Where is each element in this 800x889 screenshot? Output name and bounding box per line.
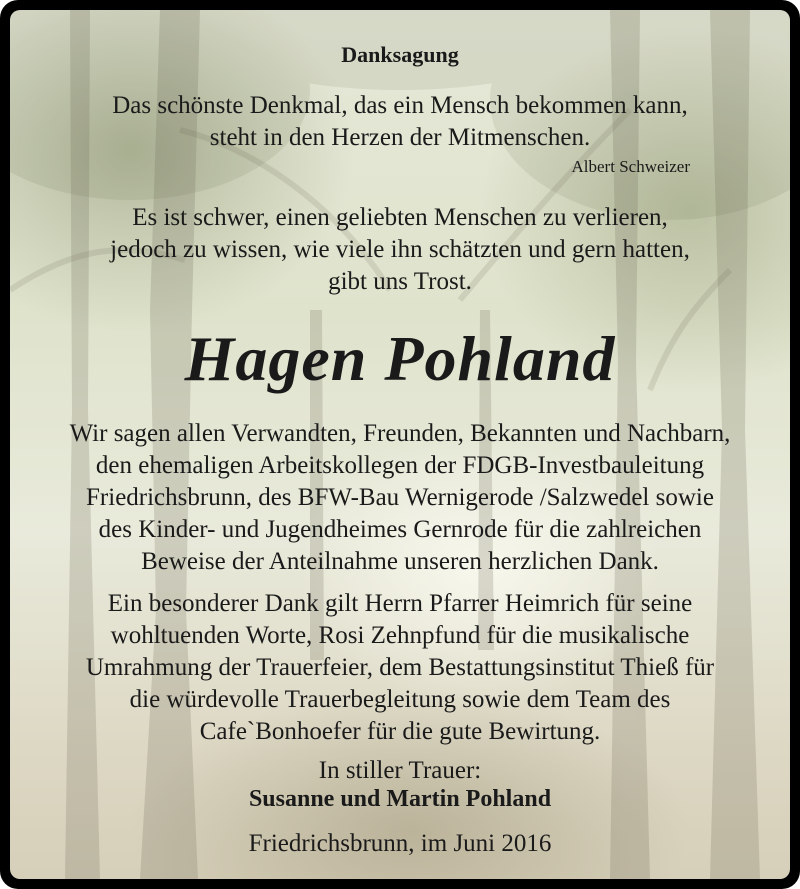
paragraph-line: wohltuenden Worte, Rosi Zehnpfund für die musikalische [110,622,690,649]
quote-line: Das schönste Denkmal, das ein Mensch bekommen kann, [112,92,688,119]
paragraph-line: Ein besonderer Dank gilt Herrn Pfarrer Heimrich für seine [107,590,693,617]
paragraph-line: Beweise der Anteilnahme unseren herzlichen Dank. [141,548,659,575]
mourning-label: In stiller Trauer: [318,757,482,784]
quote-text [10,90,790,154]
paragraph-line: Friedrichsbrunn, des BFW-Bau Wernigerode /Salzwedel sowie [86,484,714,511]
paragraph-line: Cafe`Bonhoefer für die gute Bewirtung. [199,718,601,745]
quote-author: Albert Schweizer [571,157,690,176]
paragraph-line: die würdevolle Trauerbegleitung sowie dem Team des [129,686,671,713]
notice-title: Danksagung [341,42,459,67]
notice-content [10,10,790,879]
mourners-names: Susanne und Martin Pohland [248,786,552,812]
deceased-name: Hagen Pohland [184,323,616,394]
comfort-line: jedoch zu wissen, wie viele ihn schätzten und gern hatten, [110,236,690,263]
paragraph-line: des Kinder- und Jugendheimes Gernrode für die zahlreichen [98,516,702,543]
paragraph-line: Wir sagen allen Verwandten, Freunden, Bekannten und Nachbarn, [69,420,731,447]
comfort-line: Es ist schwer, einen geliebten Menschen zu verlieren, [132,204,668,231]
special-thanks-paragraph [10,588,790,748]
thanks-paragraph [10,418,790,578]
quote-line: steht in den Herzen der Mitmenschen. [209,124,591,151]
paragraph-line: Umrahmung der Trauerfeier, dem Bestattungsinstitut Thieß für [85,654,715,681]
comfort-line: gibt uns Trost. [328,268,472,295]
paragraph-line: den ehemaligen Arbeitskollegen der FDGB-Investbauleitung [95,452,705,479]
forest-background [10,10,790,879]
place-and-date: Friedrichsbrunn, im Juni 2016 [248,830,552,857]
comfort-text [10,202,790,298]
